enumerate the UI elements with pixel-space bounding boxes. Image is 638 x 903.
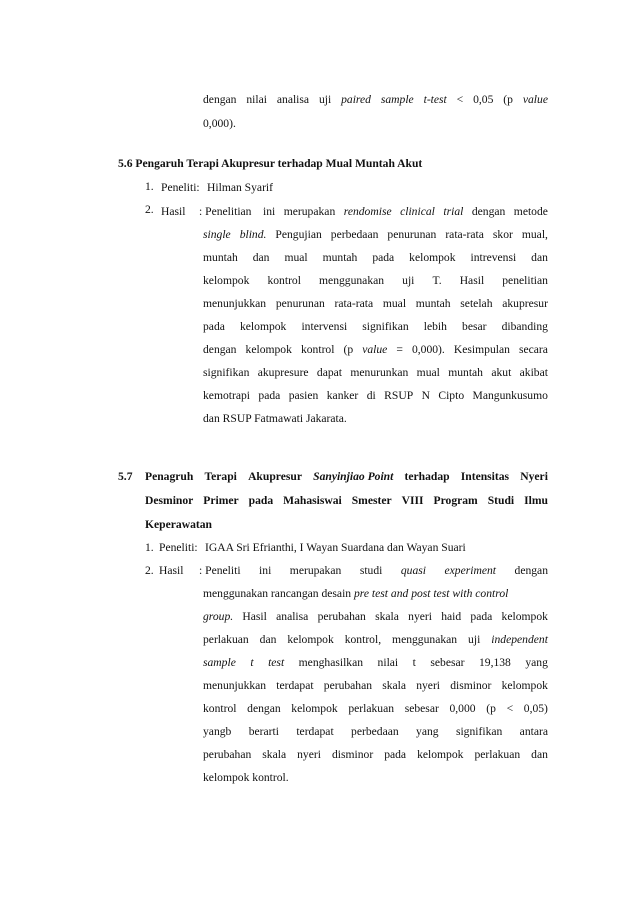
s57-line-1: : Peneliti ini merupakan studi quasi experiment dengan <box>199 564 548 577</box>
s57-line-6: menunjukkan terdapat perubahan skala nyeri disminor kelompok <box>203 679 548 692</box>
section-5-7-heading-line-3: Keperawatan <box>145 518 212 531</box>
s56-hasil-label: Hasil <box>161 205 186 218</box>
s56-line-2: single blind. Pengujian perbedaan penurunan rata-rata skor mual, <box>203 228 548 241</box>
s57-line-10: kelompok kontrol. <box>203 771 289 784</box>
s56-line-8: signifikan akupresure dapat menurunkan mual muntah akut akibat <box>203 366 548 379</box>
s56-line-7: dengan kelompok kontrol (p value = 0,000). Kesimpulan secara <box>203 343 548 356</box>
s57-line-3: group. Hasil analisa perubahan skala nyeri haid pada kelompok <box>203 610 548 623</box>
section-5-7-number: 5.7 <box>118 470 133 483</box>
s57-item-number-1: 1. <box>145 541 154 554</box>
s56-peneliti-value: Hilman Syarif <box>207 181 274 194</box>
s57-line-5: sample t test menghasilkan nilai t sebesar 19,138 yang <box>203 656 548 669</box>
s56-line-1: ini merupakan rendomise clinical trial dengan metode <box>263 205 548 218</box>
s56-item-number-2: 2. <box>145 203 154 216</box>
s56-line-5: menunjukkan penurunan rata-rata mual muntah setelah akupresur <box>203 297 548 310</box>
top-line-2: 0,000). <box>203 117 236 130</box>
section-5-6-heading: 5.6 Pengaruh Terapi Akupresur terhadap Mual Muntah Akut <box>118 157 423 170</box>
s56-peneliti-label: Peneliti: <box>161 181 200 194</box>
s57-line-2: menggunakan rancangan desain pre test and post test with control <box>203 587 509 600</box>
s56-hasil-colon: : Penelitian <box>199 205 252 218</box>
s57-item-number-2: 2. <box>145 564 154 577</box>
section-5-7-heading-line-1: Penagruh Terapi Akupresur Sanyinjiao Point terhadap Intensitas Nyeri <box>145 470 548 483</box>
top-line-1: dengan nilai analisa uji paired sample t-test < 0,05 (p value <box>203 93 548 106</box>
s56-line-4: kelompok kontrol menggunakan uji T. Hasil penelitian <box>203 274 548 287</box>
s56-line-9: kemotrapi pada pasien kanker di RSUP N Cipto Mangunkusumo <box>203 389 548 402</box>
section-5-7-heading-line-2: Desminor Primer pada Mahasiswai Smester VIII Program Studi Ilmu <box>145 494 548 507</box>
s56-item-number-1: 1. <box>145 180 154 193</box>
s57-peneliti-value: IGAA Sri Efrianthi, I Wayan Suardana dan Wayan Suari <box>205 541 466 554</box>
s57-line-4: perlakuan dan kelompok kontrol, menggunakan uji independent <box>203 633 548 646</box>
s57-line-8: yangb berarti terdapat perbedaan yang signifikan antara <box>203 725 548 738</box>
s56-line-10: dan RSUP Fatmawati Jakarata. <box>203 412 347 425</box>
s57-line-9: perubahan skala nyeri disminor pada kelompok perlakuan dan <box>203 748 548 761</box>
s57-hasil-label: Hasil <box>159 564 184 577</box>
s57-peneliti-label: Peneliti: <box>159 541 198 554</box>
s57-line-7: kontrol dengan kelompok perlakuan sebesar 0,000 (p < 0,05) <box>203 702 548 715</box>
s56-line-3: muntah dan mual muntah pada kelompok intrevensi dan <box>203 251 548 264</box>
s56-line-6: pada kelompok intervensi signifikan lebih besar dibanding <box>203 320 548 333</box>
